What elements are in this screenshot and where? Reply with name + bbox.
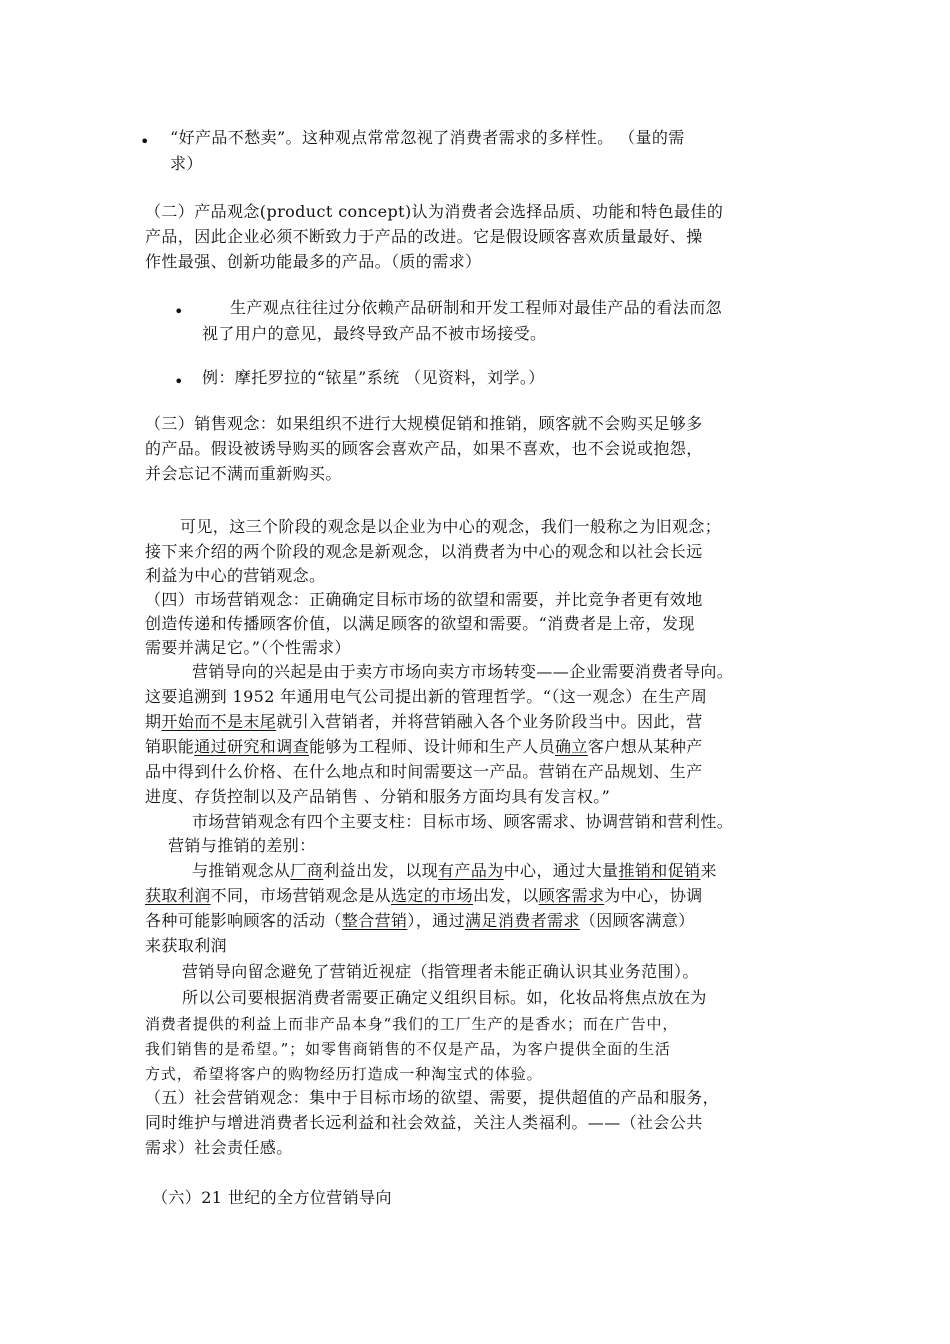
text-run: （因顾客满意） <box>579 911 695 930</box>
text-run: 来 <box>700 861 717 880</box>
section-heading-holistic-marketing: （六）21 世纪的全方位营销导向 <box>152 1188 392 1207</box>
paragraph-line: 需求）社会责任感。 <box>145 1138 293 1157</box>
paragraph-line: 作性最强、创新功能最多的产品。（质的需求） <box>145 252 482 271</box>
paragraph-line: 接下来介绍的两个阶段的观念是新观念，以消费者为中心的观念和以社会长远 <box>145 542 703 561</box>
paragraph-line: 需要并满足它。”（个性需求） <box>145 638 351 657</box>
paragraph-line: 产品，因此企业必须不断致力于产品的改进。它是假设顾客喜欢质量最好、操 <box>145 227 703 246</box>
text-run: 中心，通过大量 <box>503 861 619 880</box>
paragraph-line: 可见，这三个阶段的观念是以企业为中心的观念，我们一般称之为旧观念； <box>180 517 722 536</box>
paragraph-line: 的产品。假设被诱导购买的顾客会喜欢产品，如果不喜欢，也不会说或抱怨， <box>145 439 703 458</box>
underlined-text: 整合营销 <box>341 911 408 930</box>
underlined-text: 顾客需求 <box>538 886 605 905</box>
bullet-dot: • <box>174 372 184 391</box>
underlined-text: 满足消费者需求 <box>465 911 580 930</box>
bullet-text-line: 例：摩托罗拉的“铱星”系统 （见资料，刘学。） <box>202 368 545 387</box>
section-heading-social-marketing: （五）社会营销观念：集中于目标市场的欲望、需要，提供超值的产品和服务， <box>145 1088 720 1107</box>
underlined-text: 选定的市场 <box>391 886 474 905</box>
underlined-text: 获取利润 <box>145 886 211 905</box>
bullet-dot: • <box>174 302 184 321</box>
underlined-text: 厂商 <box>290 861 324 880</box>
underlined-text: 通过研究和调查 <box>194 737 310 756</box>
text-run: 销职能 <box>145 737 195 756</box>
paragraph-line <box>145 735 703 759</box>
bullet-text-line: 视了用户的意见，最终导致产品不被市场接受。 <box>202 324 547 343</box>
paragraph-line <box>145 884 703 908</box>
text-run: 就引入营销者，并将营销融入各个业务阶段当中。因此，营 <box>276 712 703 731</box>
paragraph-line: 品中得到什么价格、在什么地点和时间需要这一产品。营销在产品规划、生产 <box>145 762 703 781</box>
section-heading-marketing-concept: （四）市场营销观念：正确确定目标市场的欲望和需要，并比竞争者更有效地 <box>145 590 703 609</box>
paragraph-line: 来获取利润 <box>145 936 228 955</box>
paragraph-line <box>145 710 703 734</box>
text-run: 与推销观念从 <box>192 861 291 880</box>
paragraph-line: 创造传递和传播顾客价值，以满足顾客的欲望和需要。“消费者是上帝，发现 <box>145 614 695 633</box>
paragraph-line: 营销导向的兴起是由于卖方市场向卖方市场转变——企业需要消费者导向。 <box>192 662 734 681</box>
paragraph-line: 这要追溯到 1952 年通用电气公司提出新的管理哲学。“（这一观念）在生产周 <box>145 687 708 706</box>
paragraph-line: 市场营销观念有四个主要支柱：目标市场、顾客需求、协调营销和营利性。 <box>192 812 734 831</box>
underlined-text: 开始而不是末尾 <box>161 712 277 731</box>
text-run: ），通过 <box>407 911 466 930</box>
paragraph-line: 进度、存货控制以及产品销售 、分销和服务方面均具有发言权。” <box>145 787 611 806</box>
paragraph-line: 所以公司要根据消费者需要正确定义组织目标。如，化妆品将焦点放在为 <box>182 988 707 1007</box>
paragraph-line: 消费者提供的利益上而非产品本身“我们的工厂生产的是香水；而在广告中， <box>145 1015 679 1033</box>
paragraph-line <box>145 909 695 933</box>
paragraph-line <box>192 859 717 883</box>
text-run: 期 <box>145 712 162 731</box>
text-run: 为中心，协调 <box>604 886 703 905</box>
paragraph-line: 利益为中心的营销观念。 <box>145 566 326 585</box>
bullet-text-line: 求） <box>170 154 203 173</box>
underlined-text: 有产品为 <box>438 861 504 880</box>
paragraph-line: 并会忘记不满而重新购买。 <box>145 464 342 483</box>
section-heading-sales-concept: （三）销售观念：如果组织不进行大规模促销和推销，顾客就不会购买足够多 <box>145 414 703 433</box>
underlined-text: 推销和促销 <box>618 861 701 880</box>
paragraph-line: 营销与推销的差别： <box>168 836 316 855</box>
bullet-text-line: 生产观点往往过分依赖产品研制和开发工程师对最佳产品的看法而忽 <box>230 298 723 317</box>
underlined-text: 确立 <box>555 737 588 756</box>
paragraph-line: 我们销售的是希望。”；如零售商销售的不仅是产品，为客户提供全面的生活 <box>145 1040 671 1058</box>
text-run: 利益出发，以现 <box>323 861 439 880</box>
paragraph-line: 方式，希望将客户的购物经历打造成一种淘宝式的体验。 <box>145 1065 543 1083</box>
section-heading-product-concept: （二）产品观念(product concept)认为消费者会选择品质、功能和特色最佳的 <box>145 202 724 221</box>
paragraph-line: 营销导向留念避免了营销近视症（指管理者未能正确认识其业务范围）。 <box>182 962 699 981</box>
bullet-text-line: “好产品不愁卖”。这种观点常常忽视了消费者需求的多样性。 （量的需 <box>170 128 685 147</box>
paragraph-line: 同时维护与增进消费者长远利益和社会效益，关注人类福利。——（社会公共 <box>145 1113 703 1132</box>
bullet-dot: • <box>140 132 150 151</box>
text-run: 客户想从某种产 <box>587 737 703 756</box>
text-run: 出发，以 <box>473 886 539 905</box>
text-run: 各种可能影响顾客的活动（ <box>145 911 342 930</box>
text-run: 不同，市场营销观念是从 <box>210 886 392 905</box>
text-run: 能够为工程师、设计师和生产人员 <box>309 737 556 756</box>
